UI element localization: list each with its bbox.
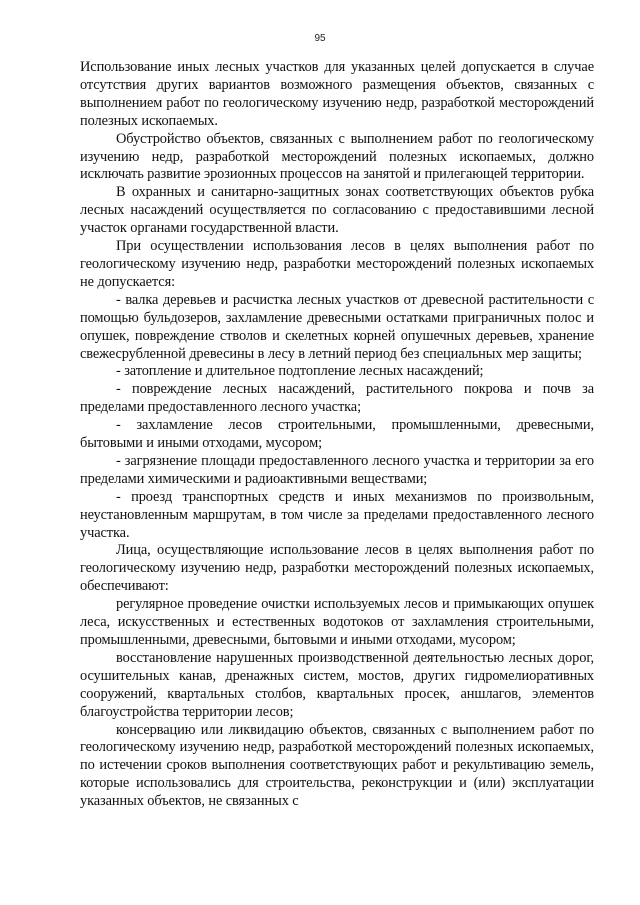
obligation-item-1: регулярное проведение очистки используемых лесов и примыкающих опушек леса, искусственных и естественных водотоков от захламления строительными, промышленными, древесными, бытовыми и иными отходами, мусором; — [80, 596, 594, 648]
list-item-5: - загрязнение площади предоставленного лесного участка и территории за его пределами химическими и радиоактивными веществами; — [80, 452, 594, 487]
obligation-item-2: восстановление нарушенных производственной деятельностью лесных дорог, осушительных канав, дренажных систем, мостов, других гидромелиоративных сооружений, квартальных столбов, квартальных просек, аншлагов, элементов благоустройства территории лесов; — [80, 649, 594, 720]
list-item-6: - проезд транспортных средств и иных механизмов по произвольным, неустановленным маршрутам, в том числе за пределами предоставленного лесного участка. — [80, 488, 594, 541]
document-body — [80, 59, 594, 811]
page-number: 95 — [314, 33, 326, 44]
paragraph-4: При осуществлении использования лесов в целях выполнения работ по геологическому изучению недр, разработки месторождений полезных ископаемых не допускается: — [80, 238, 594, 290]
paragraph-5: Лица, осуществляющие использование лесов в целях выполнения работ по геологическому изучению недр, разработки месторождений полезных ископаемых, обеспечивают: — [80, 542, 594, 595]
list-item-3: - повреждение лесных насаждений, растительного покрова и почв за пределами предоставленного лесного участка; — [80, 381, 594, 416]
paragraph-2: Обустройство объектов, связанных с выполнением работ по геологическому изучению недр, разработкой месторождений полезных ископаемых, должно исключать развитие эрозионных процессов на занятой и прилегающей территории. — [80, 130, 594, 183]
paragraph-1: Использование иных лесных участков для указанных целей допускается в случае отсутствия других вариантов возможного размещения объектов, связанных с выполнением работ по геологическому изучению недр, разработкой месторождений полезных ископаемых. — [80, 59, 594, 129]
list-item-1: - валка деревьев и расчистка лесных участков от древесной растительности с помощью бульдозеров, захламление древесными остатками приграничных полос и опушек, повреждение стволов и скелетных корней опушечных деревьев, хранение свежесрубленной древесины в лесу в летний период без специальных мер защиты; — [80, 291, 594, 362]
obligation-item-3: консервацию или ликвидацию объектов, связанных с выполнением работ по геологическому изучению недр, разработкой месторождений полезных ископаемых, по истечении сроков выполнения соответствующих работ и рекультивацию земель, которые использовались для строительства, реконструкции и (или) эксплуатации указанных объектов, не связанных с — [80, 721, 594, 810]
list-item-2: - затопление и длительное подтопление лесных насаждений; — [116, 363, 484, 380]
paragraph-3: В охранных и санитарно-защитных зонах соответствующих объектов рубка лесных насаждений осуществляется по согласованию с предоставившими лесной участок органами государственной власти. — [80, 184, 594, 237]
list-item-4: - захламление лесов строительными, промышленными, древесными, бытовыми и иными отходами, мусором; — [80, 417, 594, 452]
